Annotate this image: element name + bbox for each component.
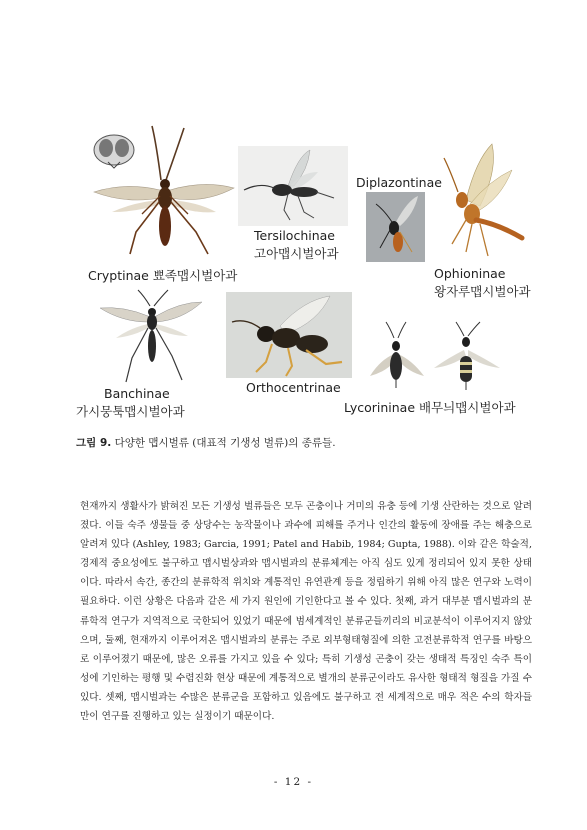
banchinae-photo [98,288,204,386]
caption-number: 그림 9. [76,437,112,449]
label-tersilochinae-ko: 고아맵시벌아과 [254,246,339,261]
label-lycorininae: Lycorininae 배무늬맵시벌아과 [344,400,516,415]
label-cryptinae: Cryptinae 뾰족맵시벌아과 [88,268,238,283]
body-paragraph: 현재까지 생활사가 밝혀진 모든 기생성 벌류들은 모두 곤충이나 거미의 유충 등에 기생 산란하는 것으로 알려졌다. 이들 숙주 생물들 중 상당수는 농작물이나 과수에 피해를 주거나 인간의 활동에 장애를 주는 해충으로 알려져 있다 (Ashley, 1983; Garcia, 1991; Patel and Habib, 1984; Gupta, 1988). 이와 같은 학술적, 경제적 중요성에도 불구하고 맵시벌상과와 맵시벌과의 분류체계는 아직 심도 있게 정리되어 있지 못한 상태이다. 따라서 속간, 종간의 분류학적 위치와 계통적인 유연관계 등을 정립하기 위해 아직 많은 연구와 노력이 필요하다. 이런 상황은 다음과 같은 세 가지 원인에 기인한다고 볼 수 있다. 첫째, 과거 대부분 맵시벌과의 분류학적 연구가 지역적으로 국한되어 있었기 때문에 범세계적인 분류군들끼리의 비교분석이 이루어지지 않았으며, 둘째, 현재까지 이루어져온 맵시벌과의 분류는 주로 외부형태형질에 의한 고전분류학적 연구를 바탕으로 이루어졌기 때문에, 많은 오류를 가지고 있을 수 있다; 특히 기생성 곤충이 갖는 생태적 특징인 숙주 특이성에 기인하는 평행 및 수렴진화 현상 때문에 계통적으로 별개의 분류군이라도 유사한 형태적 형질을 가질 수 있다. 셋째, 맵시벌과는 수많은 분류군을 포함하고 있음에도 불구하고 전 세계적으로 매우 적은 수의 학자들만이 연구를 진행하고 있는 실정이기 때문이다. [80,501,532,723]
label-banchinae-en: Banchinae [104,386,170,401]
label-diplazontinae: Diplazontinae [356,175,442,190]
tersilochinae-photo [238,146,348,226]
label-ophioninae-en: Ophioninae [434,266,506,281]
orthocentrinae-photo [226,292,352,378]
label-banchinae-ko: 가시뭉툭맵시벌아과 [76,404,185,419]
label-ophioninae-ko: 왕자루맵시벌아과 [434,284,531,299]
lycorininae-photo-right [432,320,502,392]
diplazontinae-photo [366,192,425,262]
lycorininae-photo-left [366,320,428,390]
head-inset-image [94,135,134,168]
label-orthocentrinae: Orthocentrinae [246,380,341,395]
caption-text: 다양한 맵시벌류 (대표적 기생성 벌류)의 종류들. [114,437,336,449]
ophioninae-photo [436,140,532,262]
label-tersilochinae-en: Tersilochinae [254,228,335,243]
figure-caption [76,435,336,450]
cryptinae-photo [86,122,238,264]
page-number: - 12 - [273,776,314,788]
